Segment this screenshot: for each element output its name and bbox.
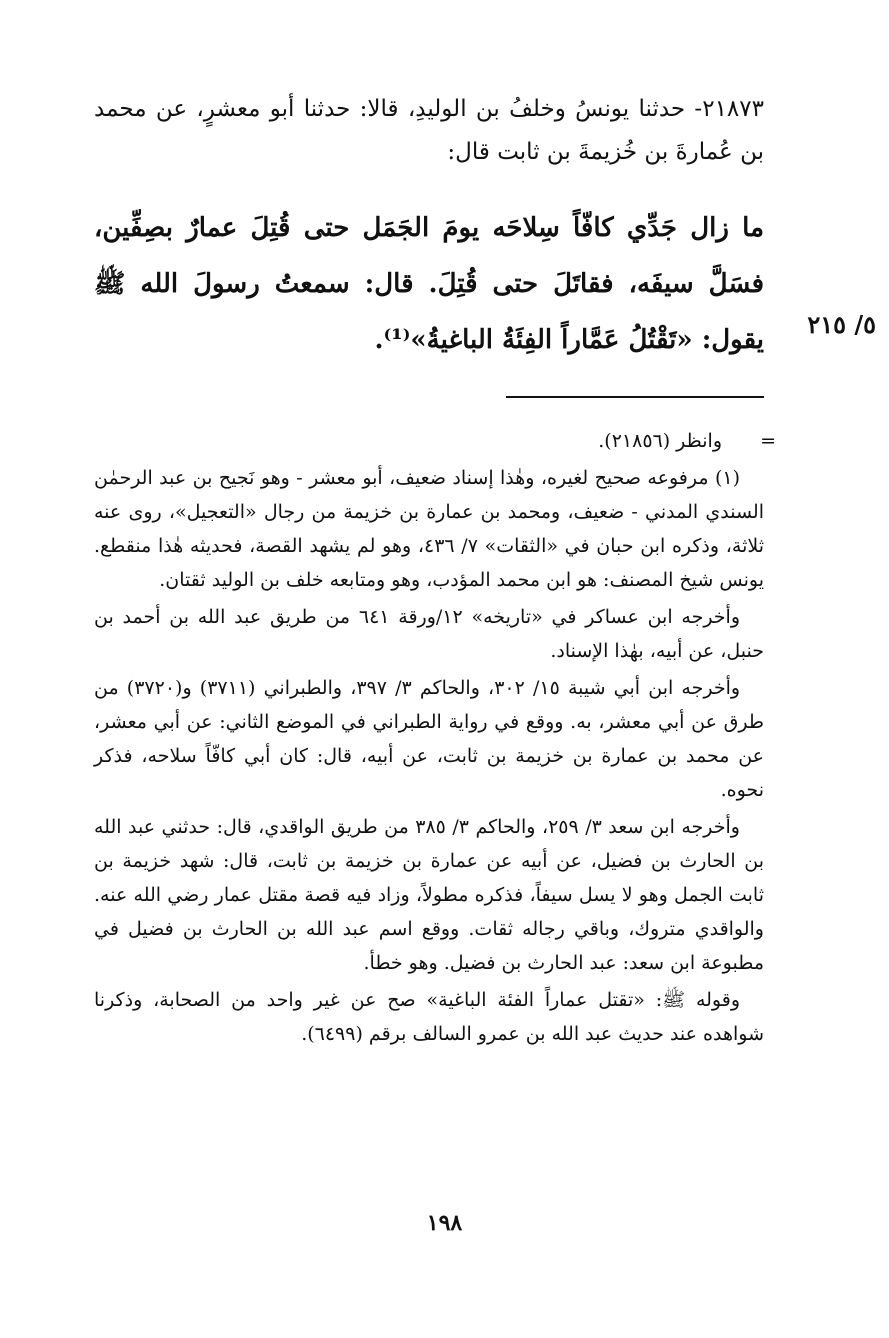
- footnote-1-ibn-saad: وأخرجه ابن سعد ٣/ ٢٥٩، والحاكم ٣/ ٣٨٥ من طريق الواقدي، قال: حدثني عبد الله بن الحارث بن فضيل، عن أبيه عن عمارة بن خزيمة بن ثابت، قال: شهد خزيمة بن ثابت الجمل وهو لا يسل سيفاً، فذكره مطولاً، وزاد فيه قصة مقتل عمار رضي الله عنه. والواقدي متروك، وباقي رجاله ثقات. ووقع اسم عبد الله بن الحارث بن فضيل في مطبوعة ابن سعد: عبد الحارث بن فضيل. وهو خطأ.: [94, 816, 764, 974]
- page-number: ١٩٨: [426, 1210, 463, 1236]
- margin-reference: ٥/ ٢١٥: [807, 310, 876, 339]
- footnote-separator: [506, 396, 764, 398]
- hadith-matn: ما زال جَدِّي كافّاً سِلاحَه يومَ الجَمَل حتى قُتِلَ عمارٌ بصِفِّين، فسَلَّ سيفَه، فقاتَلَ حتى قُتِلَ. قال: سمعتُ رسولَ الله ﷺ يقول: «تَقْتُلُ عَمَّاراً الفِئَةُ الباغيةُ»⁽¹⁾.: [94, 213, 764, 355]
- footnote-1-ibn-asakir: وأخرجه ابن عساكر في «تاريخه» ١٢/ورقة ٦٤١ من طريق عبد الله بن أحمد بن حنبل، عن أبيه، بهٰذا الإسناد.: [94, 606, 764, 662]
- footnote-1-ibn-abi-shaybah: وأخرجه ابن أبي شيبة ١٥/ ٣٠٢، والحاكم ٣/ ٣٩٧، والطبراني (٣٧١١) و(٣٧٢٠) من طرق عن أبي معشر، به. ووقع في رواية الطبراني في الموضع الثاني: عن أبي معشر، عن محمد بن عمارة بن خزيمة بن ثابت، عن أبيه، قال: كان أبي كافّاً سلاحه، فذكر نحوه.: [94, 677, 764, 801]
- footnotes: [94, 424, 776, 1054]
- continuation-text: وانظر (٢١٨٥٦).: [598, 430, 722, 452]
- footnote-1-shawahid: وقوله ﷺ: «تقتل عماراً الفئة الباغية» صح عن غير واحد من الصحابة، وذكرنا شواهده عند حديث عبد الله بن عمرو السالف برقم (٦٤٩٩).: [94, 989, 764, 1045]
- footnote-1-grading: (١) مرفوعه صحيح لغيره، وهٰذا إسناد ضعيف، أبو معشر - وهو نَجيح بن عبد الرحمٰن السندي المدني - ضعيف، ومحمد بن عمارة بن خزيمة من رجال «التعجيل»، روى عنه ثلاثة، وذكره ابن حبان في «الثقات» ٧/ ٤٣٦، وهو لم يشهد القصة، فحديثه هٰذا منقطع. يونس شيخ المصنف: هو ابن محمد المؤدب، وهو ومتابعه خلف بن الوليد ثقتان.: [94, 467, 764, 591]
- footnote-continuation: [94, 424, 776, 458]
- hadith-chain: ٢١٨٧٣- حدثنا يونسُ وخلفُ بن الوليدِ، قالا: حدثنا أبو معشرٍ، عن محمد بن عُمارةَ بن خُزيمةَ بن ثابت قال:: [94, 96, 764, 165]
- continuation-mark: =: [760, 430, 776, 452]
